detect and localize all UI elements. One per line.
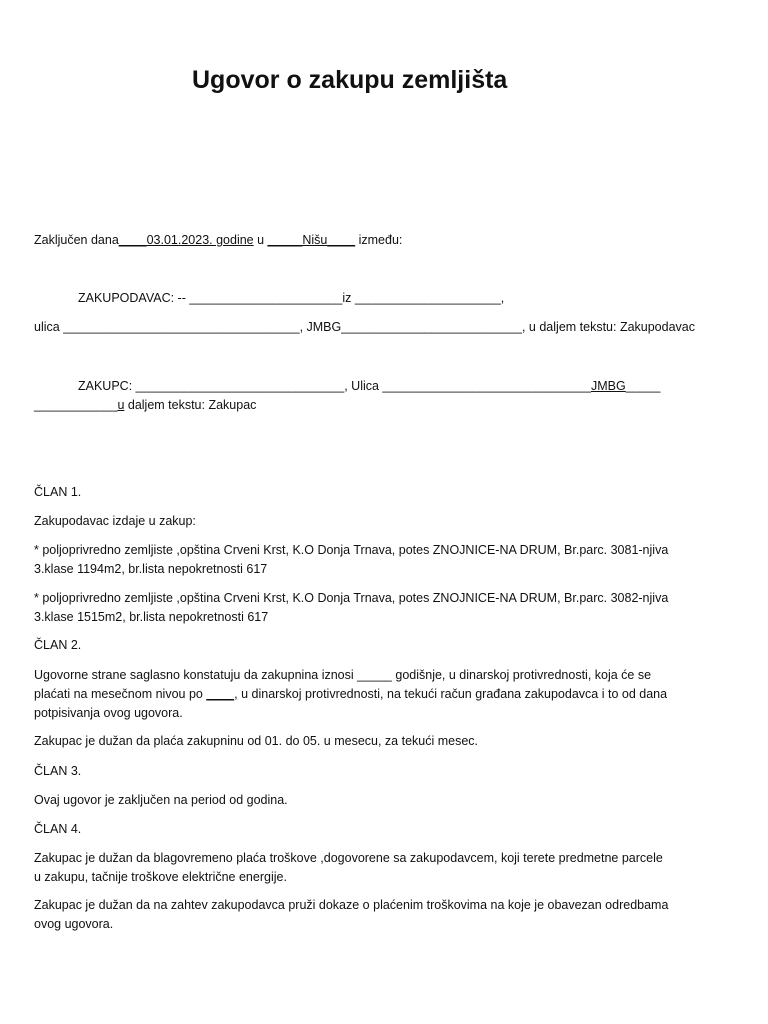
clan1-item1-line2: 3.klase 1194m2, br.lista nepokretnosti 617: [34, 562, 268, 576]
city-blank: _____: [267, 233, 303, 247]
zakupodavac-label: ZAKUPODAVAC: -- _: [78, 291, 197, 305]
zakupodavac-name-blank: _____________________: [196, 291, 343, 305]
clan1-item2-line1: * poljoprivredno zemljiste ,opština Crveni Krst, K.O Donja Trnava, potes ZNOJNICE-NA DRUM, Br.parc. 3082-njiva: [34, 591, 669, 605]
clan4-p1-line2: u zakupu, tačnije troškove električne energije.: [34, 870, 287, 884]
clan2-p1-line2-b: u dinarskoj protivrednosti, na tekući račun građana zakupodavca i to od dana: [237, 687, 668, 701]
clan2-p1-line2-a: plaćati na mesečnom nivou po: [34, 687, 207, 701]
zakupac-line2-u: u: [117, 398, 125, 412]
zakupodavac-from-blank: _____________________,: [354, 291, 505, 305]
zakupac-line-2: [34, 396, 256, 414]
zakupodavac-street-label: ulica: [34, 320, 64, 334]
zakupac-street-label: , Ulica: [344, 379, 383, 393]
clan3-heading: ČLAN 3.: [34, 764, 82, 778]
zakupodavac-from-label: iz: [342, 291, 355, 305]
zakupac-label: ZAKUPC:: [78, 379, 136, 393]
clan1-heading: ČLAN 1.: [34, 485, 82, 499]
zakupodavac-line-1: [78, 289, 504, 307]
zakupodavac-street-blank: __________________________________: [63, 320, 300, 334]
zakupodavac-jmbg-blank: __________________________: [341, 320, 522, 334]
clan2-p1-line1-b: godišnje, u dinarskoj protivrednosti, koja će se: [391, 668, 652, 682]
zakupac-jmbg-label: JMBG: [590, 379, 626, 393]
city-tail-blank: ____: [327, 233, 356, 247]
zakupac-jmbg-blank: _____: [625, 379, 661, 393]
clan3-p1: Ovaj ugovor je zaključen na period od godina.: [34, 793, 288, 807]
date-blank: ____: [118, 233, 147, 247]
clan2-p2: Zakupac je dužan da plaća zakupninu od 01. do 05. u mesecu, za tekući mesec.: [34, 734, 479, 748]
zakupac-name-blank: ______________________________: [135, 379, 345, 393]
clan1-item1-line1: * poljoprivredno zemljiste ,opština Crveni Krst, K.O Donja Trnava, potes ZNOJNICE-NA DRUM, Br.parc. 3081-njiva: [34, 543, 669, 557]
zakupodavac-line-2: [34, 318, 695, 336]
monthly-blank: ____,: [206, 687, 238, 701]
zakupnina-blank: _____: [357, 668, 392, 682]
contract-date: 03.01.2023. godine: [146, 233, 254, 247]
clan2-heading: ČLAN 2.: [34, 638, 82, 652]
intro-end: između:: [355, 233, 403, 247]
zakupodavac-end: , u daljem tekstu: Zakupodavac: [521, 320, 695, 334]
contract-city: Nišu: [302, 233, 328, 247]
clan1-item2-line2: 3.klase 1515m2, br.lista nepokretnosti 617: [34, 610, 269, 624]
clan2-p1-line3: potpisivanja ovog ugovora.: [34, 706, 183, 720]
clan4-p2-line1: Zakupac je dužan da na zahtev zakupodavca pruži dokaze o plaćenim troškovima na koje je obavezan odredbama: [34, 898, 669, 912]
clan2-p1-line2: [34, 685, 667, 703]
document-title: Ugovor o zakupu zemljišta: [192, 66, 508, 94]
intro-after-date: u: [253, 233, 268, 247]
intro-line: [34, 231, 402, 249]
zakupac-line-1: [78, 377, 660, 395]
zakupodavac-jmbg-label: , JMBG: [299, 320, 342, 334]
clan2-p1-line1: [34, 666, 651, 684]
clan4-p1-line1: Zakupac je dužan da blagovremeno plaća troškove ,dogovorene sa zakupodavcem, koji terete predmetne parcele: [34, 851, 663, 865]
clan4-heading: ČLAN 4.: [34, 822, 82, 836]
clan2-p1-line1-a: Ugovorne strane saglasno konstatuju da zakupnina iznosi: [34, 668, 358, 682]
zakupac-line2-text: daljem tekstu: Zakupac: [124, 398, 257, 412]
intro-before-date: Zaključen dana: [34, 233, 119, 247]
clan1-intro: Zakupodavac izdaje u zakup:: [34, 514, 196, 528]
clan4-p2-line2: ovog ugovora.: [34, 917, 114, 931]
zakupac-street-blank: ______________________________: [382, 379, 591, 393]
zakupac-line2-blank: ____________: [34, 398, 118, 412]
